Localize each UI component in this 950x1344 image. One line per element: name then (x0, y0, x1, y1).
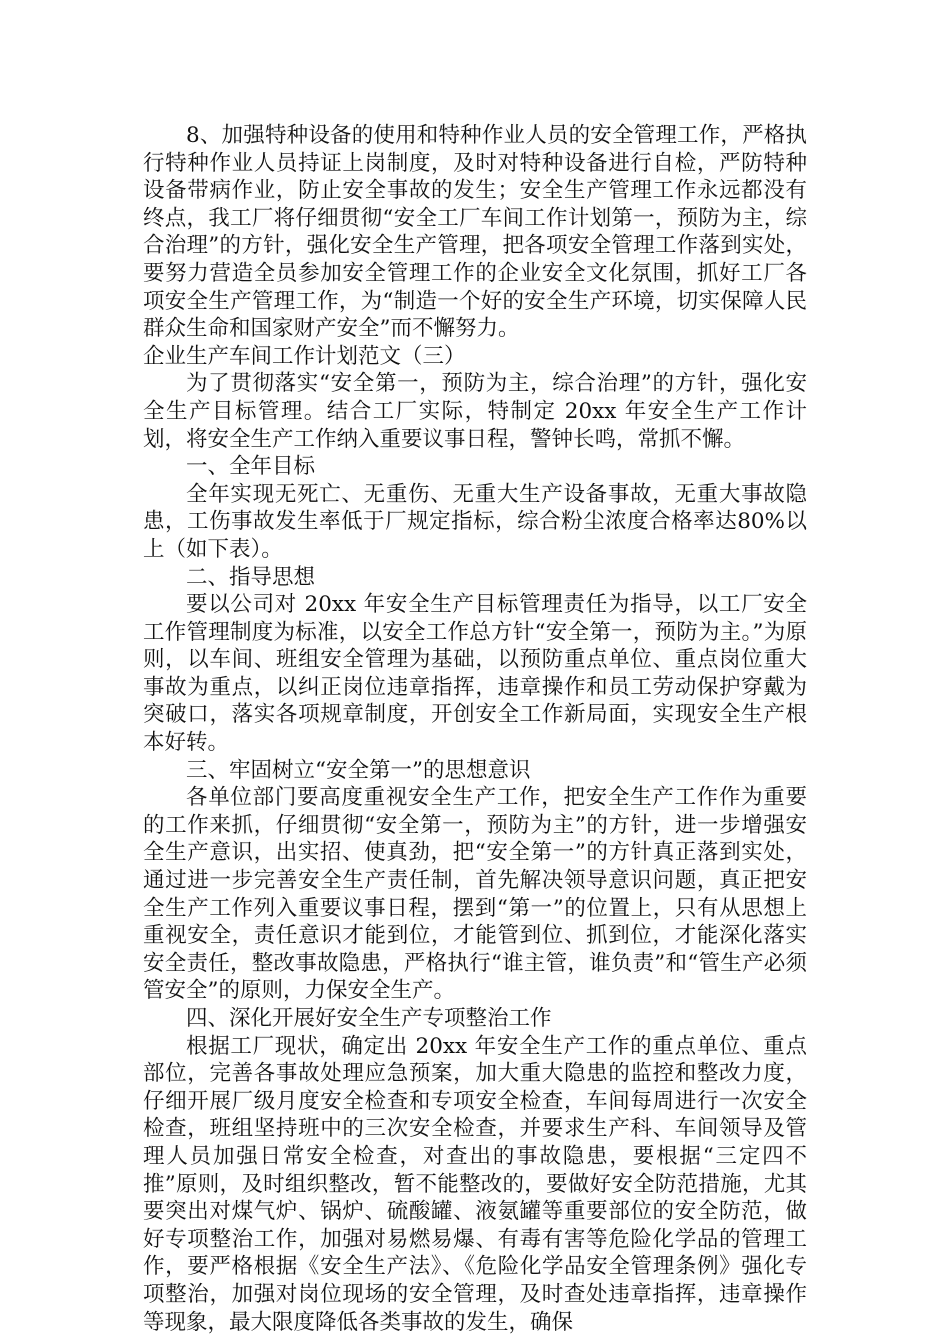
heading-guiding-thought: 二、指导思想 (186, 564, 316, 590)
heading-annual-goal: 一、全年目标 (186, 454, 316, 480)
paragraph-intro: 为了贯彻落实“安全第一，预防为主，综合治理”的方针，强化安全生产目标管理。结合工厂实际，特制定 20xx 年安全生产工作计划，将安全生产工作纳入重要议事日程，警钟长鸣，常抓不懈。 (143, 371, 807, 452)
heading-special-rectification: 四、深化开展好安全生产专项整治工作 (186, 1006, 552, 1031)
paragraph-annual-goal: 全年实现无死亡、无重伤、无重大生产设备事故，无重大事故隐患，工伤事故发生率低于厂规定指标，综合粉尘浓度合格率达80%以上（如下表）。 (143, 481, 807, 562)
paragraph-safety-first: 各单位部门要高度重视安全生产工作，把安全生产工作作为重要的工作来抓，仔细贯彻“安全第一，预防为主”的方针，进一步增强安全生产意识，出实招、使真劲，把“安全第一”的方针真正落到实处，通过进一步完善安全生产责任制，首先解决领导意识问题，真正把安全生产工作列入重要议事日程，摆到“第一”的位置上，只有从思想上重视安全，责任意识才能到位，才能管到位、抓到位，才能深化落实安全责任，整改事故隐患，严格执行“谁主管，谁负责”和“管生产必须管安全”的原则，力保安全生产。 (143, 785, 807, 1004)
section-title: 企业生产车间工作计划范文（三） (143, 343, 466, 369)
paragraph-special-rectification: 根据工厂现状，确定出 20xx 年安全生产工作的重点单位、重点部位，完善各事故处理应急预案，加大重大隐患的监控和整改力度，仔细开展厂级月度安全检查和专项安全检查，车间每周进行一次安全检查，班组坚持班中的三次安全检查，并要求生产科、车间领导及管理人员加强日常安全检查，对查出的事故隐患，要根据“三定四不推”原则，及时组织整改，暂不能整改的，要做好安全防范措施，尤其要突出对煤气炉、锅炉、硫酸罐、液氨罐等重要部位的安全防范，做好专项整治工作，加强对易燃易爆、有毒有害等危险化学品的管理工作，要严格根据《安全生产法》、《危险化学品安全管理条例》强化专项整治，加强对岗位现场的安全管理，及时查处违章指挥，违章操作等现象，最大限度降低各类事故的发生，确保 (143, 1033, 807, 1335)
heading-safety-first: 三、牢固树立“安全第一”的思想意识 (186, 757, 531, 783)
document-body (143, 122, 807, 1336)
paragraph-item-8: 8、加强特种设备的使用和特种作业人员的安全管理工作，严格执行特种作业人员持证上岗制度，及时对特种设备进行自检，严防特种设备带病作业，防止安全事故的发生；安全生产管理工作永远都没有终点，我工厂将仔细贯彻“安全工厂车间工作计划第一，预防为主，综合治理”的方针，强化安全生产管理，把各项安全管理工作落到实处，要努力营造全员参加安全管理工作的企业安全文化氛围，抓好工厂各项安全生产管理工作，为“制造一个好的安全生产环境，切实保障人民群众生命和国家财产安全”而不懈努力。 (143, 123, 807, 342)
paragraph-guiding-thought: 要以公司对 20xx 年安全生产目标管理责任为指导，以工厂安全工作管理制度为标准，以安全工作总方针“安全第一，预防为主。”为原则，以车间、班组安全管理为基础，以预防重点单位、重点岗位重大事故为重点，以纠正岗位违章指挥，违章操作和员工劳动保护穿戴为突破口，落实各项规章制度，开创安全工作新局面，实现安全生产根本好转。 (143, 592, 807, 756)
